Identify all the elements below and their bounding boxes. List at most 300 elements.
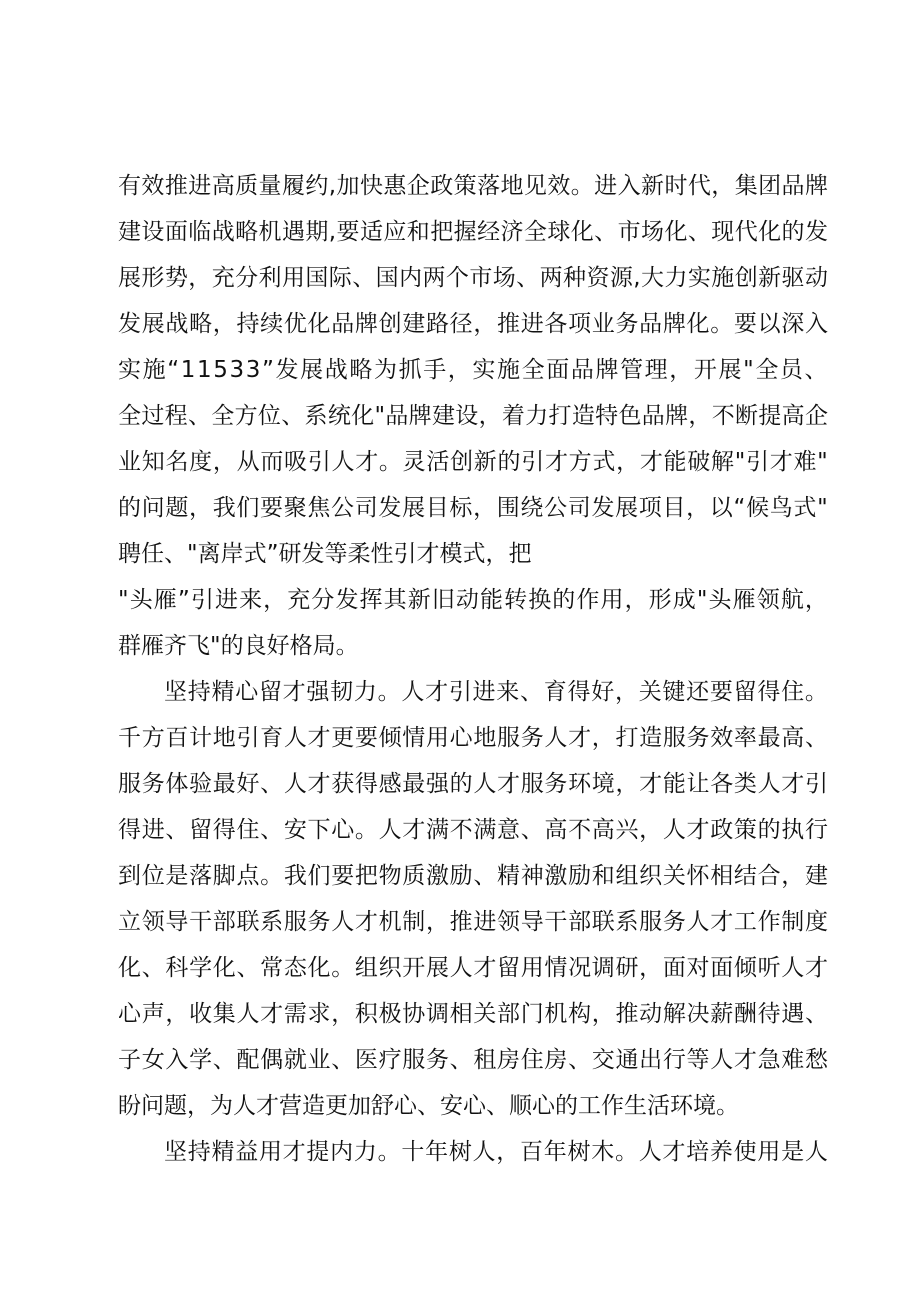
text-char: 育: [543, 679, 567, 705]
text-char: 。: [377, 1139, 401, 1165]
text-char: ，: [804, 587, 828, 613]
text-char: 1: [180, 357, 196, 383]
text-char: 门: [520, 1001, 544, 1027]
text-char: 人: [236, 1001, 260, 1027]
text-char: 质: [235, 173, 259, 199]
text-char: 全: [118, 403, 141, 429]
text-char: 留: [497, 955, 520, 981]
text-char: 业: [307, 1047, 331, 1073]
text-char: 声: [141, 1001, 165, 1027]
text-char: 创: [734, 265, 758, 291]
text-char: 发: [591, 495, 615, 521]
text-char: 实: [118, 357, 141, 383]
text-char: 环: [568, 771, 592, 797]
text-char: 效: [547, 173, 571, 199]
text-char: 好: [591, 679, 615, 705]
text-char: ，: [711, 173, 735, 199]
text-line: [118, 715, 828, 761]
text-char: 合: [757, 863, 781, 889]
text-char: 新: [473, 449, 497, 475]
text-char: 留: [189, 817, 213, 843]
text-char: 调: [591, 955, 615, 981]
text-char: 品: [781, 173, 805, 199]
text-char: 医: [354, 1047, 378, 1073]
text-line: [118, 761, 828, 807]
text-line: [118, 347, 828, 393]
text-char: 头: [708, 587, 732, 613]
text-char: 最: [757, 725, 781, 751]
text-char: 略: [349, 357, 373, 383]
text-char: 时: [664, 173, 688, 199]
text-char: 设: [141, 219, 165, 245]
text-char: 展: [141, 311, 165, 337]
text-char: 推: [497, 311, 520, 337]
text-char: 更: [331, 725, 355, 751]
text-char: 们: [236, 495, 260, 521]
text-char: 管: [620, 357, 644, 383]
text-char: 验: [189, 771, 213, 797]
text-char: 作: [757, 909, 781, 935]
text-char: 才: [639, 771, 663, 797]
text-char: 配: [236, 1047, 260, 1073]
text-char: 服: [118, 771, 141, 797]
text-char: 用: [281, 265, 305, 291]
text-char: 联: [591, 909, 615, 935]
text-char: 品: [641, 403, 665, 429]
text-char: 加: [336, 173, 360, 199]
text-char: 、: [281, 403, 305, 429]
text-char: 地: [500, 173, 524, 199]
text-char: 得: [118, 817, 141, 843]
text-char: 持: [236, 311, 260, 337]
text-char: 解: [662, 1001, 686, 1027]
text-char: 倾: [733, 955, 757, 981]
text-char: 、: [236, 955, 260, 981]
text-char: 我: [212, 495, 236, 521]
text-char: 情: [544, 955, 568, 981]
text-char: 听: [757, 955, 781, 981]
text-char: 新: [758, 265, 782, 291]
text-char: 使: [733, 1139, 757, 1165]
text-char: 用: [600, 587, 624, 613]
text-char: 和: [591, 863, 615, 889]
text-char: 造: [639, 725, 663, 751]
text-char: 协: [402, 1001, 426, 1027]
text-char: 开: [693, 357, 717, 383]
text-char: 才: [282, 679, 306, 705]
text-char: 高: [781, 725, 805, 751]
text-char: 旧: [431, 587, 455, 613]
text-char: 心: [449, 725, 473, 751]
text-char: 品: [570, 357, 594, 383]
text-char: ，: [189, 495, 213, 521]
text-char: 千: [118, 725, 141, 751]
text-char: 位: [257, 403, 281, 429]
text-char: 球: [547, 219, 571, 245]
text-char: 提: [306, 1139, 330, 1165]
text-char: 得: [757, 679, 781, 705]
text-line: [118, 1083, 828, 1129]
text-char: 要: [260, 495, 284, 521]
text-char: 关: [638, 679, 662, 705]
text-char: 化: [570, 219, 594, 245]
text-char: 强: [306, 679, 330, 705]
text-char: ，: [425, 909, 449, 935]
text-char: 企: [804, 403, 828, 429]
text-char: 益: [235, 1139, 259, 1165]
text-char: 进: [472, 679, 496, 705]
text-char: 战: [165, 311, 189, 337]
text-char: 服: [662, 725, 686, 751]
text-char: 得: [354, 771, 378, 797]
text-char: 是: [165, 863, 189, 889]
text-char: 市: [617, 219, 641, 245]
text-char: 。: [378, 449, 402, 475]
text-char: 积: [354, 1001, 378, 1027]
text-char: 策: [733, 817, 757, 843]
text-char: 才: [497, 771, 520, 797]
text-char: 才: [733, 1047, 757, 1073]
text-char: 、: [516, 265, 540, 291]
text-char: 全: [755, 357, 779, 383]
text-char: 位: [141, 863, 165, 889]
text-char: 留: [733, 679, 757, 705]
text-line: [118, 255, 828, 301]
text-char: 实: [472, 357, 496, 383]
text-char: 才: [544, 449, 568, 475]
text-char: 人: [401, 679, 425, 705]
text-char: 展: [300, 357, 324, 383]
text-char: 形: [648, 587, 672, 613]
text-char: 航: [780, 587, 804, 613]
text-char: 利: [258, 265, 282, 291]
text-char: 人: [378, 817, 402, 843]
text-line: [118, 1129, 828, 1175]
text-line: [118, 163, 828, 209]
text-char: 学: [189, 1047, 213, 1073]
text-char: 打: [615, 725, 639, 751]
text-char: 人: [449, 955, 473, 981]
text-char: 见: [523, 173, 547, 199]
text-char: 建: [118, 219, 141, 245]
text-char: 调: [425, 1001, 449, 1027]
text-char: 。: [710, 311, 734, 337]
text-char: 的: [552, 587, 576, 613]
text-char: 种: [563, 265, 587, 291]
text-char: 公: [331, 495, 355, 521]
text-char: 求: [307, 1001, 331, 1027]
text-char: 充: [211, 265, 235, 291]
text-char: 充: [287, 587, 311, 613]
text-char: 和: [406, 219, 430, 245]
text-char: 愁: [804, 1047, 828, 1073]
text-char: 是: [781, 1139, 805, 1165]
text-char: 施: [497, 357, 521, 383]
text-char: 打: [548, 403, 572, 429]
text-char: 方: [568, 449, 592, 475]
text-char: 来: [239, 587, 263, 613]
text-char: 力: [353, 679, 377, 705]
text-char: 精: [497, 863, 520, 889]
text-char: 两: [422, 265, 446, 291]
text-char: 落: [477, 173, 501, 199]
text-char: 执: [781, 817, 805, 843]
text-char: ，: [473, 495, 497, 521]
text-char: 要: [331, 863, 355, 889]
text-char: 。: [614, 1139, 638, 1165]
text-char: 研: [615, 955, 639, 981]
text-char: 各: [544, 311, 568, 337]
text-char: 好: [236, 771, 260, 797]
text-char: 、: [568, 1047, 592, 1073]
text-char: 用: [520, 955, 544, 981]
text-line: [118, 669, 828, 715]
text-char: 履: [281, 173, 305, 199]
text-char: 业: [118, 449, 141, 475]
text-char: 领: [497, 909, 520, 935]
text-char: 人: [331, 449, 355, 475]
text-char: 代: [687, 173, 711, 199]
text-char: 资: [586, 265, 610, 291]
body-text: [118, 163, 828, 1175]
text-char: 相: [449, 1001, 473, 1027]
text-char: 。: [570, 173, 594, 199]
text-char: 计: [189, 725, 213, 751]
text-char: 心: [118, 1001, 141, 1027]
text-line: [118, 577, 828, 623]
text-char: 抓: [398, 357, 422, 383]
text-line-content: 聘任、"离岸式”研发等柔性引才模式，把: [118, 541, 532, 567]
text-char: 政: [710, 817, 734, 843]
text-char: 制: [402, 909, 426, 935]
text-char: 才: [769, 449, 793, 475]
text-char: 引: [190, 587, 214, 613]
text-char: 径: [449, 311, 473, 337]
text-char: 标: [449, 495, 473, 521]
text-char: 下: [307, 817, 331, 843]
text-char: ，: [616, 449, 640, 475]
text-char: 才: [307, 725, 331, 751]
text-char: 进: [473, 909, 497, 935]
text-char: 就: [283, 1047, 307, 1073]
text-char: 发: [378, 495, 402, 521]
text-char: ,: [633, 265, 641, 291]
text-char: 率: [733, 725, 757, 751]
text-char: 、: [804, 725, 828, 751]
text-char: 要: [733, 311, 757, 337]
text-char: 极: [378, 1001, 402, 1027]
text-char: 从: [236, 449, 260, 475]
text-char: 才: [710, 909, 734, 935]
text-char: “: [733, 495, 746, 521]
text-char: 人: [473, 771, 497, 797]
text-char: 百: [520, 1139, 544, 1165]
text-char: 有: [118, 173, 141, 199]
text-char: 的: [118, 495, 141, 521]
text-char: 才: [639, 449, 663, 475]
text-char: 高: [211, 173, 235, 199]
text-char: 服: [283, 909, 307, 935]
text-char: ，: [263, 587, 287, 613]
text-char: 化: [758, 219, 782, 245]
text-char: 心: [235, 679, 259, 705]
text-char: 通: [615, 1047, 639, 1073]
text-char: 牌: [804, 173, 828, 199]
text-char: 持: [187, 679, 211, 705]
text-char: 方: [234, 403, 258, 429]
text-char: 、: [260, 817, 284, 843]
text-char: 市: [469, 265, 493, 291]
text-char: 推: [164, 173, 188, 199]
text-char: 难: [793, 449, 817, 475]
text-char: ，: [614, 679, 638, 705]
text-char: 韧: [330, 679, 354, 705]
text-char: 遇: [781, 1001, 805, 1027]
text-char: ”: [177, 587, 190, 613]
text-char: 关: [473, 1001, 497, 1027]
text-char: 势: [164, 265, 188, 291]
text-char: 、: [212, 1047, 236, 1073]
text-char: 入: [165, 1047, 189, 1073]
text-char: 统: [327, 403, 351, 429]
text-char: 优: [283, 311, 307, 337]
text-char: 实: [687, 265, 711, 291]
text-char: 物: [378, 863, 402, 889]
text-char: 化: [664, 219, 688, 245]
text-char: 活: [426, 449, 450, 475]
text-char: 才: [662, 1139, 686, 1165]
text-char: 快: [359, 173, 383, 199]
text-char: 展: [402, 495, 426, 521]
text-char: 品: [639, 311, 663, 337]
text-char: 织: [378, 955, 402, 981]
text-char: 机: [544, 1001, 568, 1027]
text-char: 获: [331, 771, 355, 797]
text-char: 务: [425, 1047, 449, 1073]
text-char: 5: [213, 357, 228, 383]
text-char: 提: [758, 403, 782, 429]
text-char: 才: [804, 955, 828, 981]
text-line: [118, 531, 828, 577]
text-char: 牌: [665, 403, 689, 429]
text-char: 候: [746, 495, 770, 521]
text-char: 系: [260, 909, 284, 935]
text-char: 要: [336, 219, 360, 245]
text-char: 养: [709, 1139, 733, 1165]
text-char: 进: [188, 173, 212, 199]
text-char: 面: [710, 955, 734, 981]
text-char: 发: [118, 311, 141, 337]
text-char: 感: [378, 771, 402, 797]
text-char: 建: [402, 311, 426, 337]
text-char: 行: [662, 1047, 686, 1073]
text-char: 效: [710, 725, 734, 751]
text-char: 理: [644, 357, 668, 383]
text-char: ，: [639, 955, 663, 981]
text-char: 树: [567, 1139, 591, 1165]
text-char: 意: [497, 817, 520, 843]
text-char: 培: [686, 1139, 710, 1165]
text-char: 急: [757, 1047, 781, 1073]
text-line: [118, 439, 828, 485]
text-char: 房: [497, 1047, 520, 1073]
text-char: 们: [307, 863, 331, 889]
text-char: 部: [568, 909, 592, 935]
text-char: 领: [141, 909, 165, 935]
text-char: 建: [431, 403, 455, 429]
text-char: 作: [576, 587, 600, 613]
text-char: 力: [353, 1139, 377, 1165]
text-char: 内: [330, 1139, 354, 1165]
text-char: 全: [521, 357, 545, 383]
text-char: 不: [449, 817, 473, 843]
text-char: 薪: [710, 1001, 734, 1027]
text-char: 住: [781, 679, 805, 705]
text-char: 略: [235, 219, 259, 245]
text-char: 质: [402, 863, 426, 889]
text-line: [118, 853, 828, 899]
text-char: 人: [472, 1139, 496, 1165]
text-char: 面: [662, 955, 686, 981]
text-char: ，: [615, 771, 639, 797]
text-char: 人: [710, 1047, 734, 1073]
text-char: 目: [662, 495, 686, 521]
text-char: 、: [804, 1001, 828, 1027]
text-char: 入: [804, 311, 828, 337]
text-char: 才: [355, 449, 379, 475]
text-char: 场: [492, 265, 516, 291]
text-char: 落: [189, 863, 213, 889]
text-char: 立: [118, 909, 141, 935]
text-char: 决: [686, 1001, 710, 1027]
text-char: ，: [496, 1139, 520, 1165]
text-line-content: 群雁齐飞"的良好格局。: [118, 633, 359, 659]
text-char: 能: [480, 587, 504, 613]
text-char: 才: [686, 817, 710, 843]
text-char: 发: [804, 219, 828, 245]
text-char: 期: [305, 219, 329, 245]
text-char: 才: [568, 725, 592, 751]
text-char: 引: [448, 679, 472, 705]
text-char: 品: [331, 311, 355, 337]
text-char: 绕: [520, 495, 544, 521]
text-char: 度: [804, 909, 828, 935]
text-char: 设: [455, 403, 479, 429]
text-char: 国: [375, 265, 399, 291]
text-char: 务: [686, 725, 710, 751]
text-char: 服: [520, 771, 544, 797]
text-char: 的: [497, 449, 521, 475]
text-char: 雁: [153, 587, 177, 613]
text-char: 新: [641, 173, 665, 199]
text-char: 坚: [164, 679, 187, 705]
text-char: 能: [662, 771, 686, 797]
text-char: 展: [615, 495, 639, 521]
text-char: 场: [641, 219, 665, 245]
text-char: 人: [804, 1139, 828, 1165]
text-char: 施: [711, 265, 735, 291]
text-char: 务: [141, 771, 165, 797]
text-char: 化: [212, 955, 236, 981]
text-char: 围: [496, 495, 520, 521]
text-char: 把: [430, 219, 454, 245]
text-char: 形: [141, 265, 165, 291]
text-char: 精: [211, 679, 235, 705]
text-char: 过: [141, 403, 165, 429]
text-char: 分: [311, 587, 335, 613]
text-char: 才: [354, 909, 378, 935]
text-char: 用: [757, 1139, 781, 1165]
